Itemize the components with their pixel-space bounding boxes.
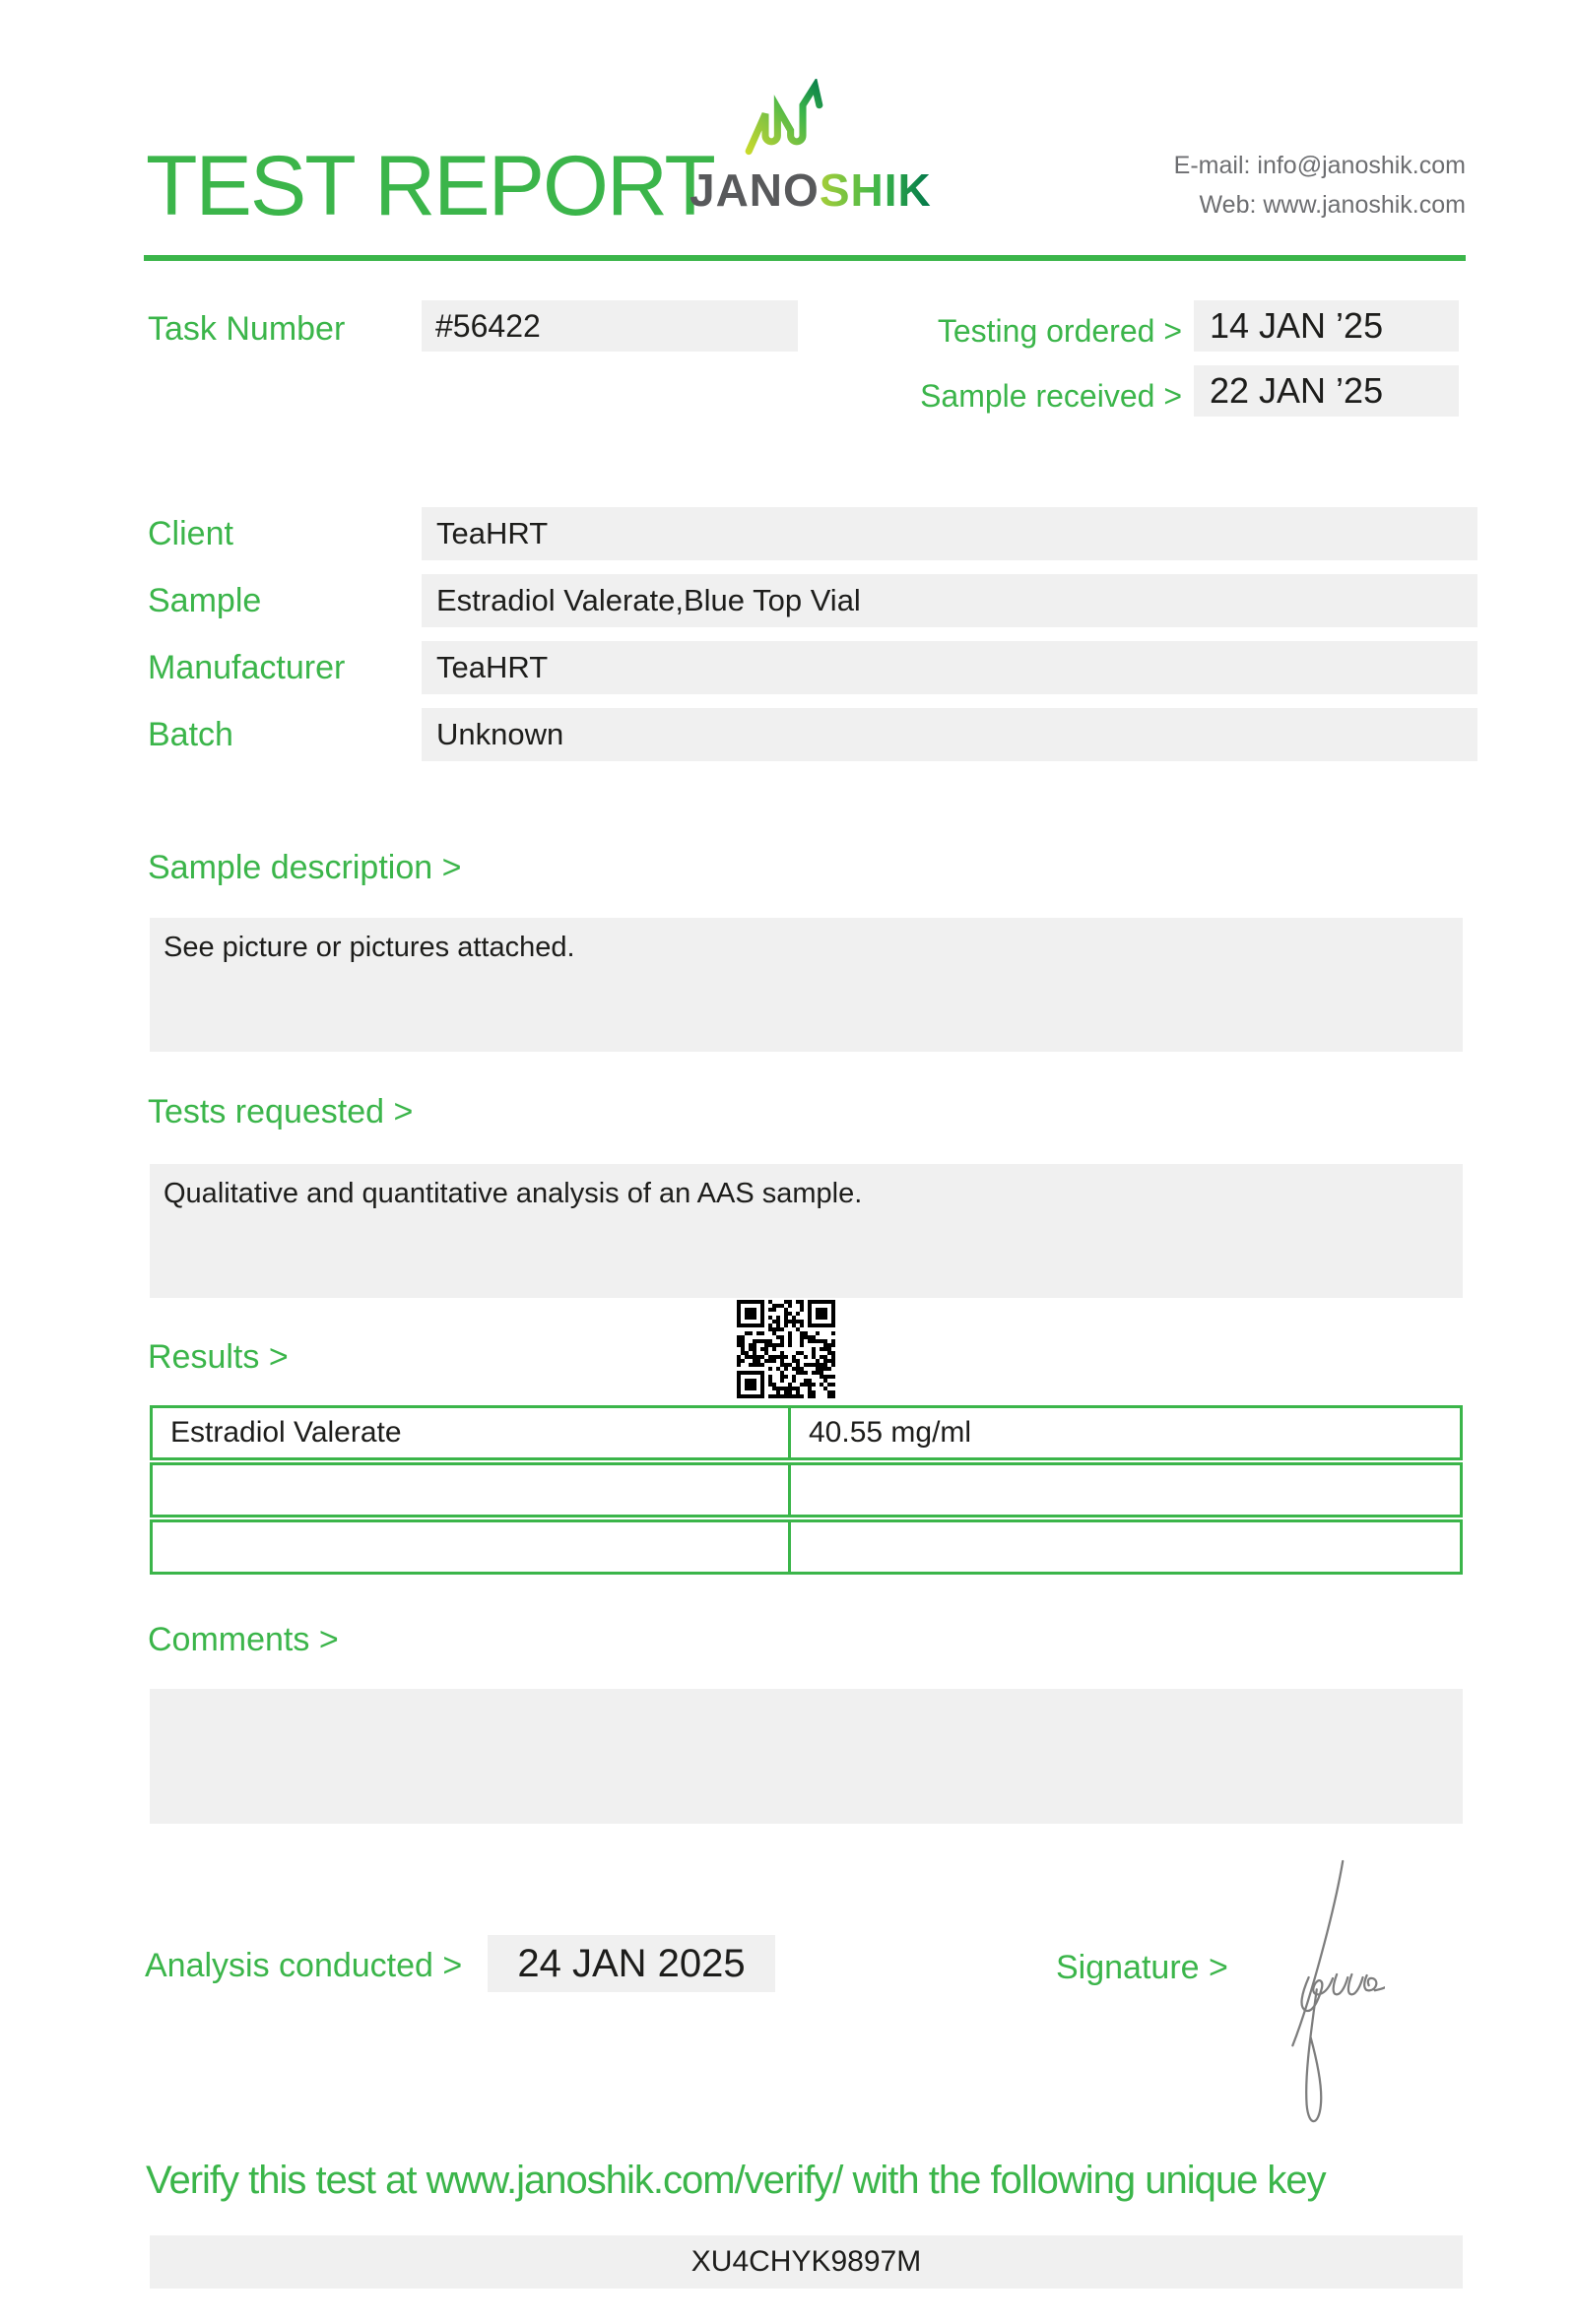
signature-label: Signature > [1056, 1949, 1228, 1986]
task-number-value: #56422 [422, 300, 798, 352]
logo-text-jano: JANO [690, 164, 820, 216]
manufacturer-label: Manufacturer [148, 649, 346, 686]
result-substance [153, 1465, 791, 1515]
results-heading: Results > [148, 1338, 289, 1376]
page-title: TEST REPORT [146, 139, 714, 233]
task-number-label: Task Number [148, 310, 346, 348]
testing-ordered-label: Testing ordered > [937, 313, 1182, 349]
sample-description-text: See picture or pictures attached. [164, 932, 575, 963]
sample-received-value: 22 JAN ’25 [1194, 365, 1459, 417]
table-row [150, 1519, 1463, 1575]
result-concentration [791, 1522, 1460, 1572]
comments-text [150, 1689, 1463, 1712]
sample-description-box [150, 918, 1463, 1052]
client-label: Client [148, 515, 233, 552]
tests-requested-box [150, 1164, 1463, 1298]
batch-value: Unknown [422, 708, 1478, 761]
analysis-conducted-label: Analysis conducted > [145, 1947, 463, 1984]
verify-key: XU4CHYK9897M [150, 2235, 1463, 2289]
comments-heading: Comments > [148, 1621, 339, 1658]
result-substance [153, 1522, 791, 1572]
logo-text-shik: SHIK [819, 164, 932, 216]
sample-label: Sample [148, 582, 262, 619]
testing-ordered-value: 14 JAN ’25 [1194, 300, 1459, 352]
sample-received-label: Sample received > [920, 378, 1182, 414]
tests-requested-heading: Tests requested > [148, 1093, 414, 1130]
janoshik-logo-icon [743, 79, 825, 162]
signature-image [1277, 1859, 1385, 2155]
contact-info [1174, 146, 1466, 225]
analysis-conducted-date: 24 JAN 2025 [488, 1935, 775, 1992]
sample-description-heading: Sample description > [148, 849, 462, 886]
results-table [150, 1405, 1463, 1577]
contact-web: Web: www.janoshik.com [1199, 191, 1466, 219]
tests-requested-text: Qualitative and quantitative analysis of an AAS sample. [164, 1178, 863, 1209]
result-concentration [791, 1465, 1460, 1515]
table-row [150, 1462, 1463, 1517]
comments-box [150, 1689, 1463, 1824]
header-divider-line [144, 255, 1466, 261]
janoshik-logo-wordmark [690, 164, 932, 216]
qr-code [737, 1300, 835, 1398]
sample-value: Estradiol Valerate,Blue Top Vial [422, 574, 1478, 627]
table-row [150, 1405, 1463, 1460]
contact-email: E-mail: info@janoshik.com [1173, 152, 1466, 179]
batch-label: Batch [148, 716, 233, 753]
manufacturer-value: TeaHRT [422, 641, 1478, 694]
result-concentration: 40.55 mg/ml [809, 1416, 972, 1449]
verify-instruction: Verify this test at www.janoshik.com/verify/ with the following unique key [146, 2159, 1326, 2202]
client-value: TeaHRT [422, 507, 1478, 560]
result-substance: Estradiol Valerate [153, 1408, 791, 1457]
